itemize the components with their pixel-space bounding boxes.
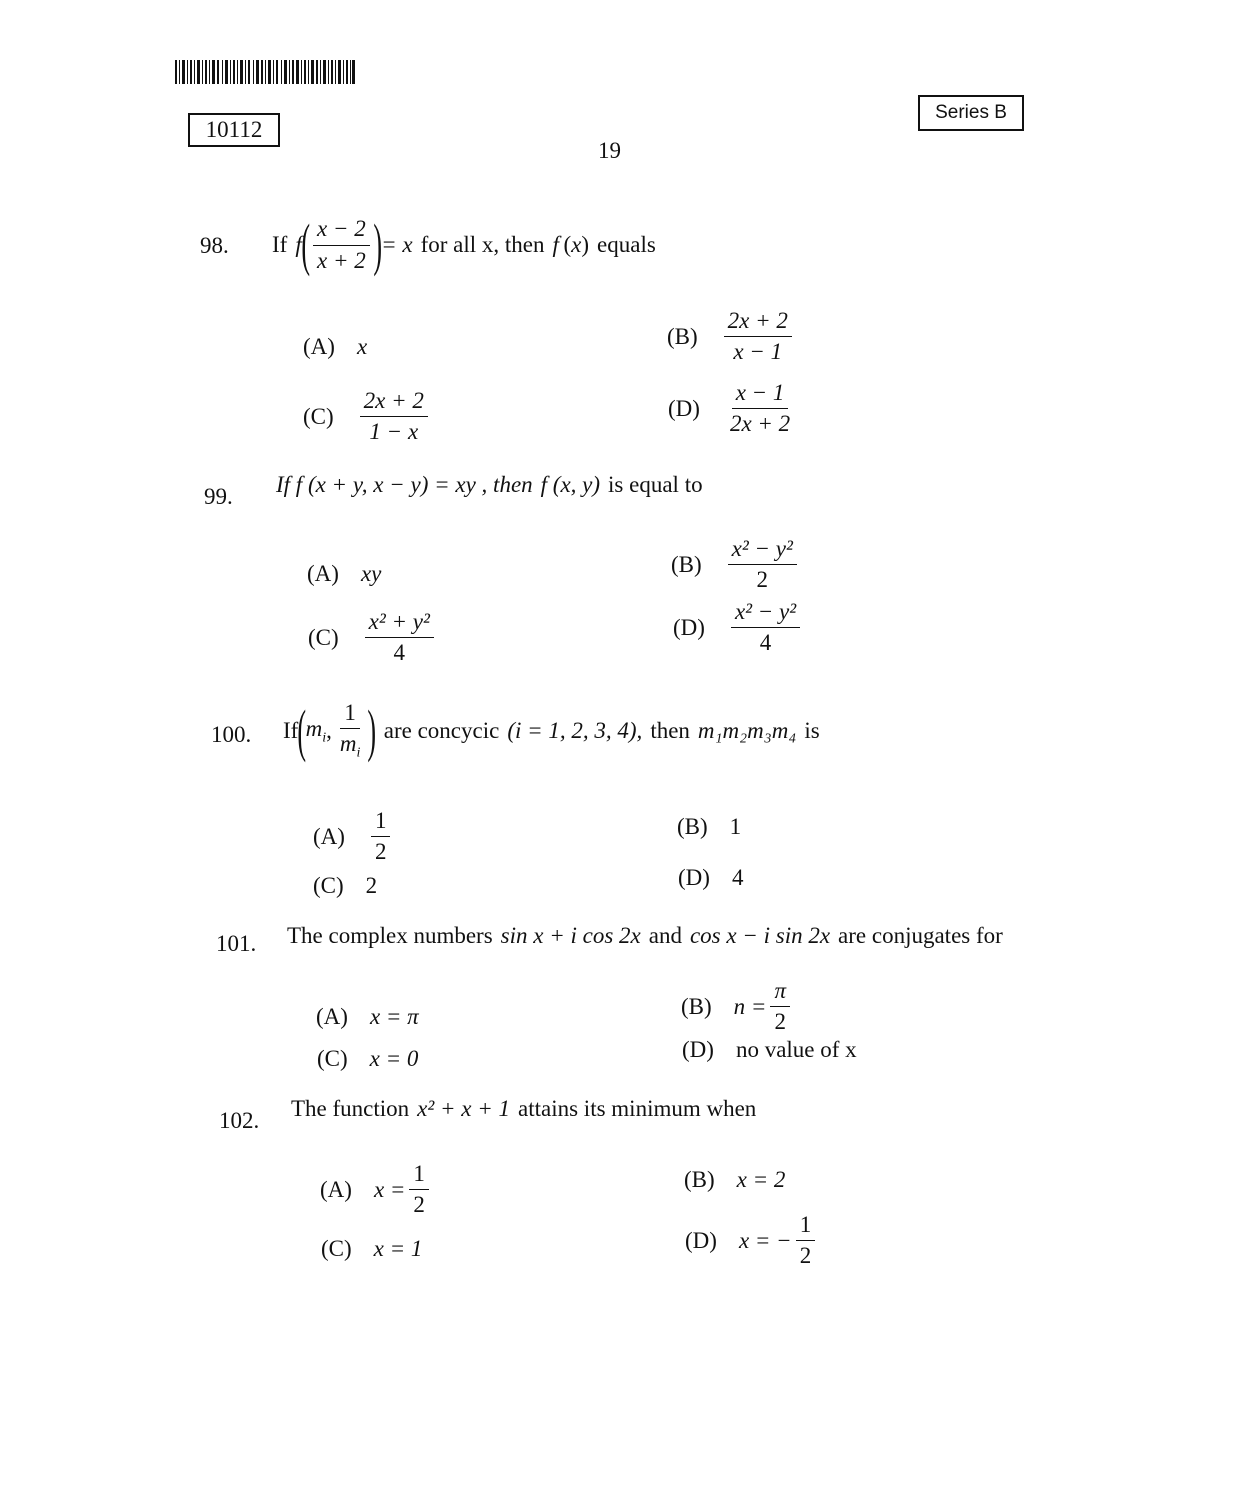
option-a[interactable] — [313, 808, 394, 866]
stem-text: sin x + i cos 2x — [500, 923, 641, 948]
option-c[interactable] — [313, 873, 377, 899]
stem-text: equals — [597, 232, 656, 257]
option-value: x = π — [369, 1004, 419, 1029]
option-label: (B) — [667, 323, 698, 349]
option-c[interactable] — [303, 388, 432, 446]
option-label: (D) — [678, 865, 710, 890]
option-value: 1 — [729, 814, 742, 839]
fraction-numerator: x² + y² — [365, 609, 434, 638]
option-a[interactable] — [316, 1004, 419, 1030]
stem-text: (i = 1, 2, 3, 4), — [507, 718, 643, 744]
option-value: xy — [360, 561, 382, 586]
option-label: (A) — [316, 1004, 348, 1029]
fraction-numerator: x² − y² — [728, 536, 797, 565]
question-number: 102. — [219, 1108, 260, 1133]
option-d[interactable] — [673, 599, 804, 657]
question-stem — [276, 472, 703, 498]
stem-text: If — [283, 718, 299, 744]
fraction-numerator: 1 — [409, 1161, 429, 1190]
option-b[interactable] — [677, 814, 741, 840]
fraction-denominator: 2 — [799, 1243, 812, 1269]
option-label: (C) — [321, 1236, 352, 1261]
fraction-numerator: 1 — [796, 1212, 816, 1241]
option-value: x = 2 — [736, 1167, 786, 1192]
question-number: 98. — [200, 233, 229, 258]
fraction-denominator: 2x + 2 — [729, 411, 791, 437]
fraction-denominator: 2 — [374, 839, 387, 865]
series-box: Series B — [918, 95, 1024, 131]
option-label: (C) — [308, 624, 339, 650]
question-number: 100. — [211, 722, 252, 747]
option-label: (D) — [685, 1227, 717, 1253]
fraction-numerator: π — [770, 978, 790, 1007]
fraction-denominator: 4 — [393, 640, 406, 666]
option-d[interactable] — [678, 865, 743, 891]
stem-text: for all x, then — [420, 232, 545, 257]
option-label: (B) — [681, 993, 712, 1019]
option-a[interactable] — [303, 334, 367, 360]
question-stem: If ( $m_i$ , $\frac{1}{m_i}$ ) are concycic (i = 1, 2, 3, 4), then m₁m₂m₃m₄ is — [283, 698, 820, 764]
stem-text: f (x, y) — [540, 472, 601, 497]
fraction-denominator: 1 − x — [369, 419, 419, 445]
fraction-denominator: 4 — [759, 630, 772, 656]
option-value: 2 — [365, 873, 378, 898]
option-d[interactable] — [668, 380, 798, 438]
option-b[interactable] — [681, 978, 794, 1036]
stem-text: The complex numbers — [287, 923, 493, 948]
stem-text: is — [804, 718, 820, 744]
option-a[interactable] — [307, 561, 381, 587]
option-label: (B) — [677, 814, 708, 839]
stem-text: then — [650, 718, 690, 744]
question-stem — [291, 1096, 756, 1122]
barcode — [175, 60, 355, 84]
fraction-numerator: x² − y² — [731, 599, 800, 628]
stem-text: and — [648, 923, 682, 948]
question-stem — [287, 923, 1003, 949]
option-label: (C) — [303, 403, 334, 429]
option-b[interactable] — [671, 536, 801, 594]
option-value: 4 — [731, 865, 744, 890]
option-label: (A) — [303, 334, 335, 359]
stem-text: If f (x + y, x − y) = xy , then — [276, 472, 533, 497]
option-label: (D) — [673, 614, 705, 640]
fraction-numerator: 1 — [371, 808, 391, 837]
option-value: x = 1 — [373, 1236, 423, 1261]
option-d[interactable] — [682, 1037, 857, 1063]
option-label: (C) — [313, 873, 344, 898]
fraction-denominator: x − 1 — [733, 339, 783, 365]
stem-text: cos x − i sin 2x — [689, 923, 831, 948]
fraction-denominator: 2 — [774, 1009, 786, 1035]
option-label: (B) — [684, 1167, 715, 1192]
fraction-numerator: 2x + 2 — [360, 388, 428, 417]
option-d[interactable] — [685, 1212, 819, 1270]
option-lhs: x = — [373, 1176, 406, 1202]
paper-code-box: 10112 — [188, 113, 280, 147]
stem-text: If — [272, 232, 288, 257]
fraction-numerator: 2x + 2 — [724, 308, 792, 337]
option-c[interactable] — [321, 1236, 422, 1262]
option-value: no value of x — [735, 1037, 857, 1062]
option-c[interactable] — [317, 1046, 418, 1072]
stem-text: are conjugates for — [838, 923, 1003, 948]
option-label: (D) — [668, 395, 700, 421]
option-label: (A) — [320, 1176, 352, 1202]
option-label: (D) — [682, 1037, 714, 1062]
stem-text: = x — [381, 232, 413, 257]
question-stem: If f ( $\frac{x - 2}{x + 2}$ ) = x for all x, then f ( x ) equals — [272, 212, 656, 277]
question-number: 101. — [216, 931, 257, 956]
question-number: 99. — [204, 484, 233, 509]
stem-text: attains its minimum when — [518, 1096, 757, 1121]
stem-text: are concycic — [383, 718, 500, 744]
stem-text: The function — [291, 1096, 410, 1121]
stem-text: m₁m₂m₃m₄ — [697, 718, 797, 744]
option-label: (B) — [671, 551, 702, 577]
fraction-numerator: x − 1 — [732, 380, 789, 409]
page-number: 19 — [598, 138, 621, 163]
option-b[interactable] — [667, 308, 796, 366]
option-c[interactable] — [308, 609, 438, 667]
fraction-denominator: 2 — [413, 1192, 425, 1218]
option-value: x — [356, 334, 368, 359]
option-lhs: x = − — [738, 1227, 792, 1253]
stem-text: is equal to — [608, 472, 703, 497]
option-value: x = 0 — [369, 1046, 419, 1071]
option-label: (C) — [317, 1046, 348, 1071]
option-a[interactable] — [320, 1161, 433, 1219]
option-b[interactable] — [684, 1167, 785, 1193]
option-label: (A) — [307, 561, 339, 586]
option-lhs: n = — [733, 993, 767, 1019]
option-label: (A) — [313, 823, 345, 849]
fraction-denominator: 2 — [756, 567, 769, 593]
stem-text: x² + x + 1 — [417, 1096, 511, 1121]
